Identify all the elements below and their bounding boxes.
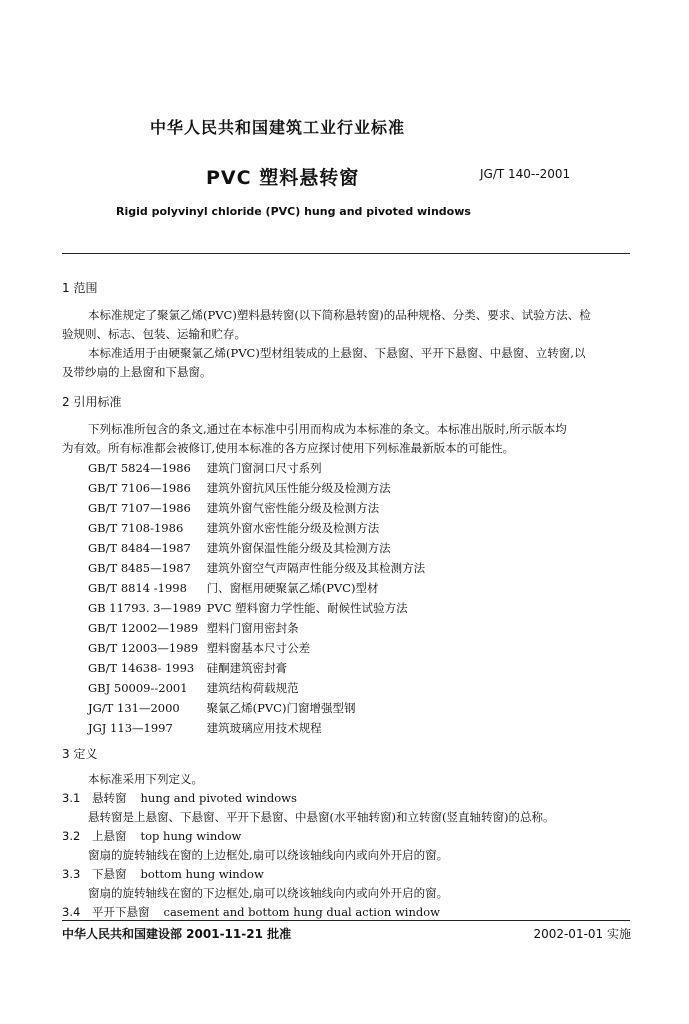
reference-name: 建筑外窗抗风压性能分级及检测方法: [206, 481, 391, 495]
definition-number: 3.4: [62, 905, 81, 919]
standard-code: JG/T 140--2001: [480, 167, 571, 181]
reference-name: 建筑外窗保温性能分级及其检测方法: [206, 541, 391, 555]
reference-item: [88, 620, 299, 636]
section-1-para-2-line-1: 本标准适用于由硬聚氯乙烯(PVC)型材组装成的上悬窗、下悬窗、平开下悬窗、中悬窗、立转窗,以: [88, 346, 586, 360]
section-2-heading: 2 引用标准: [62, 395, 122, 409]
reference-code: GB/T 14638- 1993: [88, 661, 195, 675]
implementation-date: 2002-01-01 实施: [533, 927, 631, 941]
reference-code: GB/T 12003—1989: [88, 641, 199, 655]
reference-name: 建筑结构荷载规范: [206, 681, 299, 695]
reference-item: [88, 460, 322, 476]
definition-number: 3.1: [62, 791, 81, 805]
reference-name: 建筑门窗洞口尺寸系列: [206, 461, 322, 475]
definition-number: 3.2: [62, 829, 81, 843]
reference-name: 门、窗框用硬聚氯乙烯(PVC)型材: [206, 581, 379, 595]
reference-code: JGJ 113—1997: [88, 721, 173, 735]
reference-name: 硅酮建筑密封膏: [206, 661, 288, 675]
reference-name: 建筑玻璃应用技术规程: [206, 721, 322, 735]
definition-description: 窗扇的旋转轴线在窗的下边框处,扇可以绕该轴线向内或向外开启的窗。: [88, 886, 449, 900]
reference-code: GB/T 8485—1987: [88, 561, 191, 575]
publisher-heading: 中华人民共和国建筑工业行业标准: [150, 118, 406, 137]
definition-item: [62, 828, 241, 844]
reference-code: GB/T 12002—1989: [88, 621, 199, 635]
definition-term: 悬转窗: [92, 791, 127, 805]
definition-term: 下悬窗: [92, 867, 127, 881]
section-1-para-1-line-2: 验规则、标志、包装、运输和贮存。: [62, 327, 246, 341]
reference-item: [88, 720, 322, 736]
reference-name: 建筑外窗水密性能分级及检测方法: [206, 521, 380, 535]
footer-divider: [62, 920, 630, 921]
definition-description: 窗扇的旋转轴线在窗的上边框处,扇可以绕该轴线向内或向外开启的窗。: [88, 848, 449, 862]
definition-english: bottom hung window: [140, 867, 264, 881]
reference-item: [88, 640, 310, 656]
definition-english: hung and pivoted windows: [140, 791, 297, 805]
reference-name: PVC 塑料窗力学性能、耐候性试验方法: [206, 601, 408, 615]
definition-description: 悬转窗是上悬窗、下悬窗、平开下悬窗、中悬窗(水平轴转窗)和立转窗(竖直轴转窗)的总称。: [88, 810, 555, 824]
reference-item: [88, 480, 391, 496]
section-3-intro: 本标准采用下列定义。: [88, 772, 203, 786]
reference-item: [88, 580, 378, 596]
approval-note: 中华人民共和国建设部 2001-11-21 批准: [62, 927, 292, 941]
reference-code: GB/T 8484—1987: [88, 541, 191, 555]
definition-english: casement and bottom hung dual action window: [163, 905, 441, 919]
reference-item: [88, 520, 379, 536]
reference-name: 聚氯乙烯(PVC)门窗增强型钢: [206, 701, 356, 715]
section-1-para-2-line-2: 及带纱扇的上悬窗和下悬窗。: [62, 365, 212, 379]
english-title: Rigid polyvinyl chloride (PVC) hung and pivoted windows: [116, 205, 471, 218]
reference-code: GB 11793. 3—1989: [88, 601, 202, 615]
reference-name: 建筑外窗空气声隔声性能分级及其检测方法: [206, 561, 426, 575]
reference-code: GB/T 5824—1986: [88, 461, 191, 475]
reference-code: GB/T 8814 -1998: [88, 581, 187, 595]
definition-item: [62, 866, 264, 882]
reference-name: 建筑外窗气密性能分级及检测方法: [206, 501, 380, 515]
reference-code: JG/T 131—2000: [88, 701, 180, 715]
header-divider: [62, 253, 630, 254]
section-1-para-1-line-1: 本标准规定了聚氯乙烯(PVC)塑料悬转窗(以下简称悬转窗)的品种规格、分类、要求、试验方法、检: [88, 308, 591, 322]
reference-item: [88, 600, 408, 616]
reference-item: [88, 560, 425, 576]
reference-item: [88, 540, 391, 556]
section-1-heading: 1 范围: [62, 281, 98, 295]
reference-item: [88, 700, 355, 716]
definition-number: 3.3: [62, 867, 81, 881]
reference-name: 塑料窗基本尺寸公差: [206, 641, 311, 655]
reference-code: GBJ 50009--2001: [88, 681, 188, 695]
definition-item: [62, 790, 297, 806]
section-2-intro-line-1: 下列标准所包含的条文,通过在本标准中引用而构成为本标准的条文。本标准出版时,所示版本均: [88, 422, 567, 436]
definition-term: 上悬窗: [92, 829, 127, 843]
reference-item: [88, 660, 287, 676]
section-2-intro-line-2: 为有效。所有标准都会被修订,使用本标准的各方应探讨使用下列标准最新版本的可能性。: [62, 441, 515, 455]
definition-term: 平开下悬窗: [92, 905, 150, 919]
reference-item: [88, 680, 299, 696]
standard-title: PVC 塑料悬转窗: [206, 167, 360, 189]
reference-code: GB/T 7106—1986: [88, 481, 191, 495]
section-3-heading: 3 定义: [62, 747, 98, 761]
reference-code: GB/T 7108-1986: [88, 521, 184, 535]
reference-item: [88, 500, 379, 516]
reference-name: 塑料门窗用密封条: [206, 621, 299, 635]
reference-code: GB/T 7107—1986: [88, 501, 191, 515]
definition-item: [62, 904, 440, 920]
definition-english: top hung window: [140, 829, 242, 843]
